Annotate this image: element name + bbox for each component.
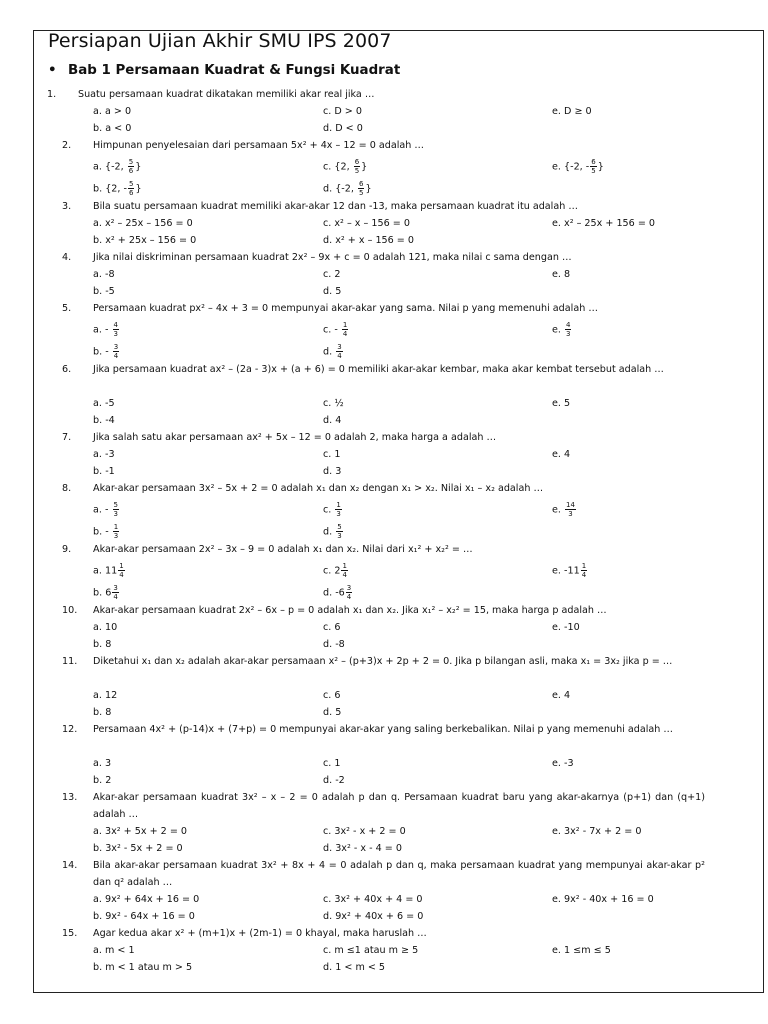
question-number: 15.: [62, 928, 78, 939]
question-text: Akar-akar persamaan 3x² – 5x + 2 = 0 adalah x₁ dan x₂ dengan x₁ > x₂. Nilai x₁ – x₂ adalah …: [93, 483, 544, 494]
option-a: a. 12: [93, 689, 118, 701]
question-text: Persamaan 4x² + (p-14)x + (7+p) = 0 mempunyai akar-akar yang saling berkebalikan. Nilai p yang memenuhi adalah …: [93, 724, 674, 735]
fraction: $\frac{5}{6}$: [128, 158, 134, 175]
option-a: a. -5: [93, 397, 115, 409]
question-item: [0, 86, 768, 137]
answer-options: [0, 619, 768, 653]
question-stem: [0, 86, 768, 103]
fraction: $\frac{1}{4}$: [342, 321, 348, 338]
option-a: a. - $\frac{4}{3}$: [93, 321, 118, 338]
fraction: $\frac{5}{3}$: [113, 501, 118, 518]
option-e: e. 4: [552, 448, 571, 460]
option-b: b. 8: [93, 638, 112, 650]
question-text: Bila akar-akar persamaan kuadrat 3x² + 8x + 4 = 0 adalah p dan q, maka persamaan kuadrat yang mempunyai akar-akar p² dan q² adalah …: [93, 860, 705, 888]
question-number: 4.: [62, 252, 72, 263]
option-c: c. m ≤1 atau m ≥ 5: [323, 944, 419, 956]
answer-options: [0, 755, 768, 789]
fraction: $\frac{6}{5}$: [591, 158, 596, 175]
fraction: $\frac{1}{4}$: [119, 562, 124, 579]
question-stem: [0, 198, 768, 215]
option-c: c. x² – x – 156 = 0: [323, 217, 410, 229]
answer-options: [0, 446, 768, 480]
question-number: 2.: [62, 140, 72, 151]
option-b: b. 2: [93, 774, 112, 786]
option-b: b. 6 $\frac{3}{4}$: [93, 584, 118, 601]
question-number: 3.: [62, 201, 72, 212]
question-stem: [0, 541, 768, 558]
option-d: d. 3: [323, 465, 342, 477]
question-item: [0, 480, 768, 541]
question-text: Suatu persamaan kuadrat dikatakan memiliki akar real jika …: [78, 89, 375, 100]
option-b: b. x² + 25x – 156 = 0: [93, 234, 197, 246]
option-c: c. {2, $\frac{6}{5}$ }: [323, 158, 368, 175]
option-a: a. m < 1: [93, 944, 135, 956]
question-stem: [0, 602, 768, 619]
option-e: e. 1 ≤m ≤ 5: [552, 944, 611, 956]
option-e: e. D ≥ 0: [552, 105, 592, 117]
option-e: e. $\frac{14}{3}$: [552, 501, 575, 518]
question-item: [0, 198, 768, 249]
chapter-title: Bab 1 Persamaan Kuadrat & Fungsi Kuadrat: [68, 63, 401, 78]
question-text: Akar-akar persamaan kuadrat 2x² – 6x – p = 0 adalah x₁ dan x₂. Jika x₁² – x₂² = 15, maka harga p adalah …: [93, 605, 607, 616]
question-text: Jika salah satu akar persamaan ax² + 5x – 12 = 0 adalah 2, maka harga a adalah …: [93, 432, 497, 443]
fraction: $\frac{3}{4}$: [113, 584, 118, 601]
option-e: e. -3: [552, 757, 574, 769]
option-c: c. 2: [323, 268, 341, 280]
question-stem: [0, 653, 768, 687]
answer-options: [0, 266, 768, 300]
fraction: $\frac{5}{6}$: [128, 180, 134, 197]
question-stem: [0, 361, 768, 395]
option-d: d. 3x² - x - 4 = 0: [323, 842, 402, 854]
question-stem: [0, 925, 768, 942]
option-c: c. 1: [323, 757, 341, 769]
question-item: [0, 721, 768, 789]
fraction: $\frac{5}{3}$: [337, 523, 342, 540]
option-e: e. 3x² - 7x + 2 = 0: [552, 825, 642, 837]
fraction: $\frac{3}{4}$: [337, 343, 342, 360]
option-d: d. {-2, $\frac{6}{5}$ }: [323, 180, 372, 197]
chapter-heading: [48, 63, 400, 79]
option-e: e. -11 $\frac{1}{4}$: [552, 562, 587, 579]
option-b: b. {2, - $\frac{5}{6}$ }: [93, 180, 142, 197]
option-d: d. 5: [323, 285, 342, 297]
fraction: $\frac{3}{4}$: [346, 584, 352, 601]
option-c: c. 2 $\frac{1}{4}$: [323, 562, 347, 579]
option-b: b. -4: [93, 414, 115, 426]
option-e: e. {-2, - $\frac{6}{5}$ }: [552, 158, 604, 175]
option-d: d. D < 0: [323, 122, 363, 134]
question-item: [0, 541, 768, 602]
question-stem: [0, 721, 768, 755]
option-a: a. a > 0: [93, 105, 132, 117]
question-number: 6.: [62, 364, 72, 375]
question-text: Jika nilai diskriminan persamaan kuadrat 2x² – 9x + c = 0 adalah 121, maka nilai c sama dengan …: [93, 252, 572, 263]
option-e: e. -10: [552, 621, 580, 633]
question-text: Agar kedua akar x² + (m+1)x + (2m-1) = 0 khayal, maka haruslah …: [93, 928, 427, 939]
option-b: b. 8: [93, 706, 112, 718]
question-item: [0, 249, 768, 300]
option-c: c. ½: [323, 397, 344, 409]
option-d: d. -6 $\frac{3}{4}$: [323, 584, 352, 601]
option-d: d. 9x² + 40x + 6 = 0: [323, 910, 424, 922]
question-stem: [0, 300, 768, 317]
question-stem: [0, 480, 768, 497]
question-item: [0, 361, 768, 429]
option-d: d. $\frac{5}{3}$: [323, 523, 342, 540]
answer-options: [0, 395, 768, 429]
question-item: [0, 602, 768, 653]
option-d: d. 4: [323, 414, 342, 426]
option-a: a. - $\frac{5}{3}$: [93, 501, 118, 518]
question-stem: [0, 857, 768, 891]
question-item: [0, 857, 768, 925]
question-text: Himpunan penyelesaian dari persamaan 5x² + 4x – 12 = 0 adalah …: [93, 140, 424, 151]
option-b: b. m < 1 atau m > 5: [93, 961, 193, 973]
option-c: c. 1: [323, 448, 341, 460]
answer-options: [0, 558, 768, 602]
option-d: d. -8: [323, 638, 345, 650]
question-item: [0, 789, 768, 857]
question-text: Diketahui x₁ dan x₂ adalah akar-akar persamaan x² – (p+3)x + 2p + 2 = 0. Jika p bilangan asli, maka x₁ = 3x₂ jika p = …: [93, 656, 673, 667]
bullet-icon: •: [48, 63, 57, 78]
option-b: b. - $\frac{1}{3}$: [93, 523, 119, 540]
question-number: 14.: [62, 860, 78, 871]
answer-options: [0, 317, 768, 361]
question-number: 12.: [62, 724, 78, 735]
option-b: b. 9x² - 64x + 16 = 0: [93, 910, 195, 922]
option-a: a. -3: [93, 448, 115, 460]
option-c: c. 3x² - x + 2 = 0: [323, 825, 406, 837]
option-e: e. $\frac{4}{3}$: [552, 321, 571, 338]
option-e: e. 5: [552, 397, 571, 409]
fraction: $\frac{1}{3}$: [113, 523, 119, 540]
question-text: Akar-akar persamaan kuadrat 3x² – x – 2 = 0 adalah p dan q. Persamaan kuadrat baru yang akar-akarnya (p+1) dan (q+1) adalah …: [93, 792, 705, 820]
question-item: [0, 429, 768, 480]
option-c: c. $\frac{1}{3}$: [323, 501, 341, 518]
question-stem: [0, 789, 768, 823]
answer-options: [0, 942, 768, 976]
fraction: $\frac{14}{3}$: [566, 501, 575, 518]
answer-options: [0, 154, 768, 198]
option-c: c. 6: [323, 689, 341, 701]
question-text: Persamaan kuadrat px² – 4x + 3 = 0 mempunyai akar-akar yang sama. Nilai p yang memenuhi adalah …: [93, 303, 598, 314]
option-e: e. x² – 25x + 156 = 0: [552, 217, 656, 229]
option-e: e. 9x² - 40x + 16 = 0: [552, 893, 654, 905]
fraction: $\frac{4}{3}$: [113, 321, 118, 338]
fraction: $\frac{3}{4}$: [113, 343, 119, 360]
question-stem: [0, 137, 768, 154]
option-e: e. 4: [552, 689, 571, 701]
option-b: b. -1: [93, 465, 115, 477]
question-item: [0, 137, 768, 198]
question-text: Jika persamaan kuadrat ax² – (2a - 3)x + (a + 6) = 0 memiliki akar-akar kembar, maka akar kembat tersebut adalah …: [93, 364, 664, 375]
answer-options: [0, 891, 768, 925]
option-a: a. x² – 25x – 156 = 0: [93, 217, 193, 229]
option-c: c. D > 0: [323, 105, 363, 117]
answer-options: [0, 103, 768, 137]
option-a: a. 11 $\frac{1}{4}$: [93, 562, 124, 579]
question-item: [0, 925, 768, 976]
question-number: 11.: [62, 656, 78, 667]
fraction: $\frac{6}{5}$: [358, 180, 364, 197]
option-d: d. $\frac{3}{4}$: [323, 343, 342, 360]
question-number: 5.: [62, 303, 72, 314]
option-b: b. -5: [93, 285, 115, 297]
option-c: c. 6: [323, 621, 341, 633]
question-number: 10.: [62, 605, 78, 616]
question-list: [0, 86, 768, 976]
fraction: $\frac{1}{3}$: [336, 501, 341, 518]
option-a: a. 10: [93, 621, 118, 633]
option-d: d. 5: [323, 706, 342, 718]
option-b: b. - $\frac{3}{4}$: [93, 343, 119, 360]
option-b: b. 3x² - 5x + 2 = 0: [93, 842, 183, 854]
fraction: $\frac{1}{4}$: [581, 562, 587, 579]
question-item: [0, 300, 768, 361]
option-a: a. 3x² + 5x + 2 = 0: [93, 825, 188, 837]
option-a: a. {-2, $\frac{5}{6}$ }: [93, 158, 142, 175]
option-d: d. -2: [323, 774, 345, 786]
option-b: b. a < 0: [93, 122, 132, 134]
question-number: 1.: [47, 89, 57, 100]
answer-options: [0, 687, 768, 721]
answer-options: [0, 497, 768, 541]
option-a: a. 3: [93, 757, 112, 769]
question-number: 13.: [62, 792, 78, 803]
answer-options: [0, 215, 768, 249]
option-c: c. - $\frac{1}{4}$: [323, 321, 348, 338]
option-e: e. 8: [552, 268, 571, 280]
question-number: 9.: [62, 544, 72, 555]
option-a: a. 9x² + 64x + 16 = 0: [93, 893, 200, 905]
fraction: $\frac{6}{5}$: [354, 158, 360, 175]
question-stem: [0, 249, 768, 266]
option-d: d. 1 < m < 5: [323, 961, 386, 973]
option-a: a. -8: [93, 268, 115, 280]
answer-options: [0, 823, 768, 857]
option-c: c. 3x² + 40x + 4 = 0: [323, 893, 423, 905]
page-title: Persiapan Ujian Akhir SMU IPS 2007: [48, 30, 392, 52]
question-number: 8.: [62, 483, 72, 494]
question-text: Akar-akar persamaan 2x² – 3x – 9 = 0 adalah x₁ dan x₂. Nilai dari x₁² + x₂² = …: [93, 544, 473, 555]
question-item: [0, 653, 768, 721]
option-d: d. x² + x – 156 = 0: [323, 234, 414, 246]
question-number: 7.: [62, 432, 72, 443]
fraction: $\frac{4}{3}$: [566, 321, 571, 338]
question-text: Bila suatu persamaan kuadrat memiliki akar-akar 12 dan -13, maka persamaan kuadrat itu adalah …: [93, 201, 578, 212]
question-stem: [0, 429, 768, 446]
fraction: $\frac{1}{4}$: [342, 562, 347, 579]
